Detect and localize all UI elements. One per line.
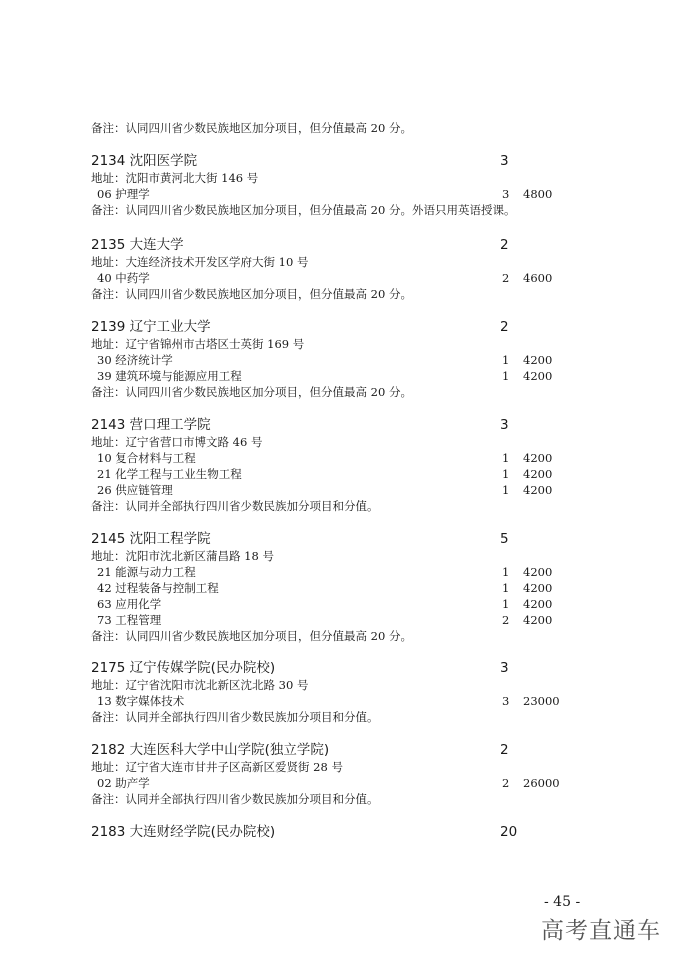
major-code: 26 xyxy=(97,483,112,497)
note-label: 备注： xyxy=(91,792,126,806)
address-label: 地址： xyxy=(91,678,126,692)
school-header xyxy=(91,530,571,548)
major-count: 1 xyxy=(502,369,510,383)
school-block xyxy=(91,823,571,841)
address-line xyxy=(91,170,571,186)
address-line xyxy=(91,759,571,775)
major-name: 过程装备与控制工程 xyxy=(115,581,219,595)
major-name: 护理学 xyxy=(115,187,150,201)
major-name: 助产学 xyxy=(115,776,150,790)
school-code: 2143 xyxy=(91,417,126,433)
major-count: 1 xyxy=(502,565,510,579)
major-count: 3 xyxy=(502,187,510,201)
major-row xyxy=(91,270,571,286)
major-row xyxy=(91,368,571,384)
school-code: 2145 xyxy=(91,531,126,547)
major-code: 40 xyxy=(97,271,112,285)
note-label: 备注： xyxy=(91,287,126,301)
school-name: 营口理工学院 xyxy=(129,417,211,433)
page-number: - 45 - xyxy=(544,894,581,910)
school-count: 5 xyxy=(500,531,509,547)
major-fee: 4600 xyxy=(523,271,553,285)
major-name: 数字媒体技术 xyxy=(115,694,185,708)
major-name: 能源与动力工程 xyxy=(115,565,196,579)
note-label: 备注： xyxy=(91,710,126,724)
address-line xyxy=(91,434,571,450)
address-label: 地址： xyxy=(91,435,126,449)
school-header xyxy=(91,236,571,254)
major-name: 复合材料与工程 xyxy=(115,451,196,465)
note-line xyxy=(91,791,571,807)
address-label: 地址： xyxy=(91,549,126,563)
major-fee: 4200 xyxy=(523,467,553,481)
major-row xyxy=(91,482,571,498)
major-code: 30 xyxy=(97,353,112,367)
major-row xyxy=(91,186,571,202)
major-count: 3 xyxy=(502,694,510,708)
address-label: 地址： xyxy=(91,337,126,351)
school-block xyxy=(91,152,571,218)
school-block xyxy=(91,318,571,400)
major-fee: 4200 xyxy=(523,369,553,383)
major-fee: 4200 xyxy=(523,613,553,627)
school-name: 大连医科大学中山学院(独立学院) xyxy=(129,742,330,758)
major-name: 工程管理 xyxy=(115,613,162,627)
major-row xyxy=(91,352,571,368)
major-row xyxy=(91,450,571,466)
note-label: 备注： xyxy=(91,121,126,135)
major-fee: 4200 xyxy=(523,451,553,465)
address-label: 地址： xyxy=(91,255,126,269)
major-code: 73 xyxy=(97,613,112,627)
school-header xyxy=(91,416,571,434)
major-row xyxy=(91,466,571,482)
school-block xyxy=(91,530,571,644)
school-code: 2182 xyxy=(91,742,126,758)
major-count: 2 xyxy=(502,776,510,790)
address-line xyxy=(91,677,571,693)
school-code: 2134 xyxy=(91,153,126,169)
school-count: 2 xyxy=(500,319,509,335)
watermark: 高考直通车 xyxy=(541,918,661,944)
school-code: 2139 xyxy=(91,319,126,335)
school-code: 2175 xyxy=(91,660,126,676)
school-block xyxy=(91,659,571,725)
school-count: 2 xyxy=(500,237,509,253)
note-text: 认同四川省少数民族地区加分项目，但分值最高 20 分。 xyxy=(125,629,412,643)
school-block xyxy=(91,236,571,302)
address-line xyxy=(91,548,571,564)
note-text: 认同四川省少数民族地区加分项目，但分值最高 20 分。 xyxy=(125,385,412,399)
major-count: 1 xyxy=(502,597,510,611)
school-code: 2183 xyxy=(91,824,126,840)
major-count: 2 xyxy=(502,613,510,627)
major-count: 2 xyxy=(502,271,510,285)
note-line xyxy=(91,384,571,400)
major-count: 1 xyxy=(502,581,510,595)
major-row xyxy=(91,596,571,612)
major-row xyxy=(91,612,571,628)
major-fee: 4200 xyxy=(523,353,553,367)
note-label: 备注： xyxy=(91,499,126,513)
major-name: 中药学 xyxy=(115,271,150,285)
major-count: 1 xyxy=(502,353,510,367)
note-line xyxy=(91,709,571,725)
school-name: 大连财经学院(民办院校) xyxy=(129,824,276,840)
major-count: 1 xyxy=(502,483,510,497)
school-name: 大连大学 xyxy=(129,237,184,253)
address-line xyxy=(91,336,571,352)
note-text: 认同四川省少数民族地区加分项目，但分值最高 20 分。 xyxy=(125,287,412,301)
major-count: 1 xyxy=(502,451,510,465)
major-code: 63 xyxy=(97,597,112,611)
school-count: 3 xyxy=(500,153,509,169)
school-header xyxy=(91,823,571,841)
major-fee: 26000 xyxy=(523,776,560,790)
address-text: 辽宁省沈阳市沈北新区沈北路 30 号 xyxy=(125,678,309,692)
major-code: 21 xyxy=(97,467,112,481)
school-header xyxy=(91,152,571,170)
school-count: 3 xyxy=(500,660,509,676)
note-text: 认同四川省少数民族地区加分项目，但分值最高 20 分。 xyxy=(125,121,412,135)
note-line xyxy=(91,498,571,514)
school-name: 辽宁工业大学 xyxy=(129,319,211,335)
major-code: 06 xyxy=(97,187,112,201)
major-fee: 23000 xyxy=(523,694,560,708)
note-text: 认同并全部执行四川省少数民族加分项目和分值。 xyxy=(125,499,379,513)
address-text: 辽宁省锦州市古塔区士英街 169 号 xyxy=(125,337,305,351)
school-name: 沈阳医学院 xyxy=(129,153,198,169)
address-line xyxy=(91,254,571,270)
major-name: 供应链管理 xyxy=(115,483,173,497)
major-name: 建筑环境与能源应用工程 xyxy=(115,369,242,383)
note-line xyxy=(91,286,571,302)
major-count: 1 xyxy=(502,467,510,481)
address-label: 地址： xyxy=(91,760,126,774)
address-text: 大连经济技术开发区学府大街 10 号 xyxy=(125,255,309,269)
school-name: 沈阳工程学院 xyxy=(129,531,211,547)
major-name: 化学工程与工业生物工程 xyxy=(115,467,242,481)
major-code: 13 xyxy=(97,694,112,708)
note-text: 认同并全部执行四川省少数民族加分项目和分值。 xyxy=(125,792,379,806)
major-row xyxy=(91,775,571,791)
major-fee: 4800 xyxy=(523,187,553,201)
school-count: 3 xyxy=(500,417,509,433)
address-text: 辽宁省营口市博文路 46 号 xyxy=(125,435,263,449)
note-text: 认同并全部执行四川省少数民族加分项目和分值。 xyxy=(125,710,379,724)
school-block xyxy=(91,416,571,514)
address-text: 辽宁省大连市甘井子区高新区爱贤街 28 号 xyxy=(125,760,343,774)
school-code: 2135 xyxy=(91,237,126,253)
major-code: 02 xyxy=(97,776,112,790)
school-header xyxy=(91,659,571,677)
note-label: 备注： xyxy=(91,629,126,643)
major-fee: 4200 xyxy=(523,483,553,497)
school-header xyxy=(91,318,571,336)
school-count: 2 xyxy=(500,742,509,758)
major-row xyxy=(91,580,571,596)
major-code: 42 xyxy=(97,581,112,595)
major-name: 应用化学 xyxy=(115,597,162,611)
note-line xyxy=(91,628,571,644)
major-row xyxy=(91,693,571,709)
school-block xyxy=(91,741,571,807)
address-text: 沈阳市沈北新区蒲昌路 18 号 xyxy=(125,549,274,563)
major-fee: 4200 xyxy=(523,581,553,595)
note-text: 认同四川省少数民族地区加分项目，但分值最高 20 分。外语只用英语授课。 xyxy=(125,203,516,217)
major-code: 39 xyxy=(97,369,112,383)
school-header xyxy=(91,741,571,759)
note-label: 备注： xyxy=(91,385,126,399)
address-label: 地址： xyxy=(91,171,126,185)
major-name: 经济统计学 xyxy=(115,353,173,367)
major-row xyxy=(91,564,571,580)
major-code: 21 xyxy=(97,565,112,579)
school-name: 辽宁传媒学院(民办院校) xyxy=(129,660,276,676)
note-line xyxy=(91,202,571,218)
address-text: 沈阳市黄河北大街 146 号 xyxy=(125,171,259,185)
top-note xyxy=(91,120,412,136)
major-fee: 4200 xyxy=(523,597,553,611)
major-code: 10 xyxy=(97,451,112,465)
note-label: 备注： xyxy=(91,203,126,217)
major-fee: 4200 xyxy=(523,565,553,579)
school-count: 20 xyxy=(500,824,518,840)
